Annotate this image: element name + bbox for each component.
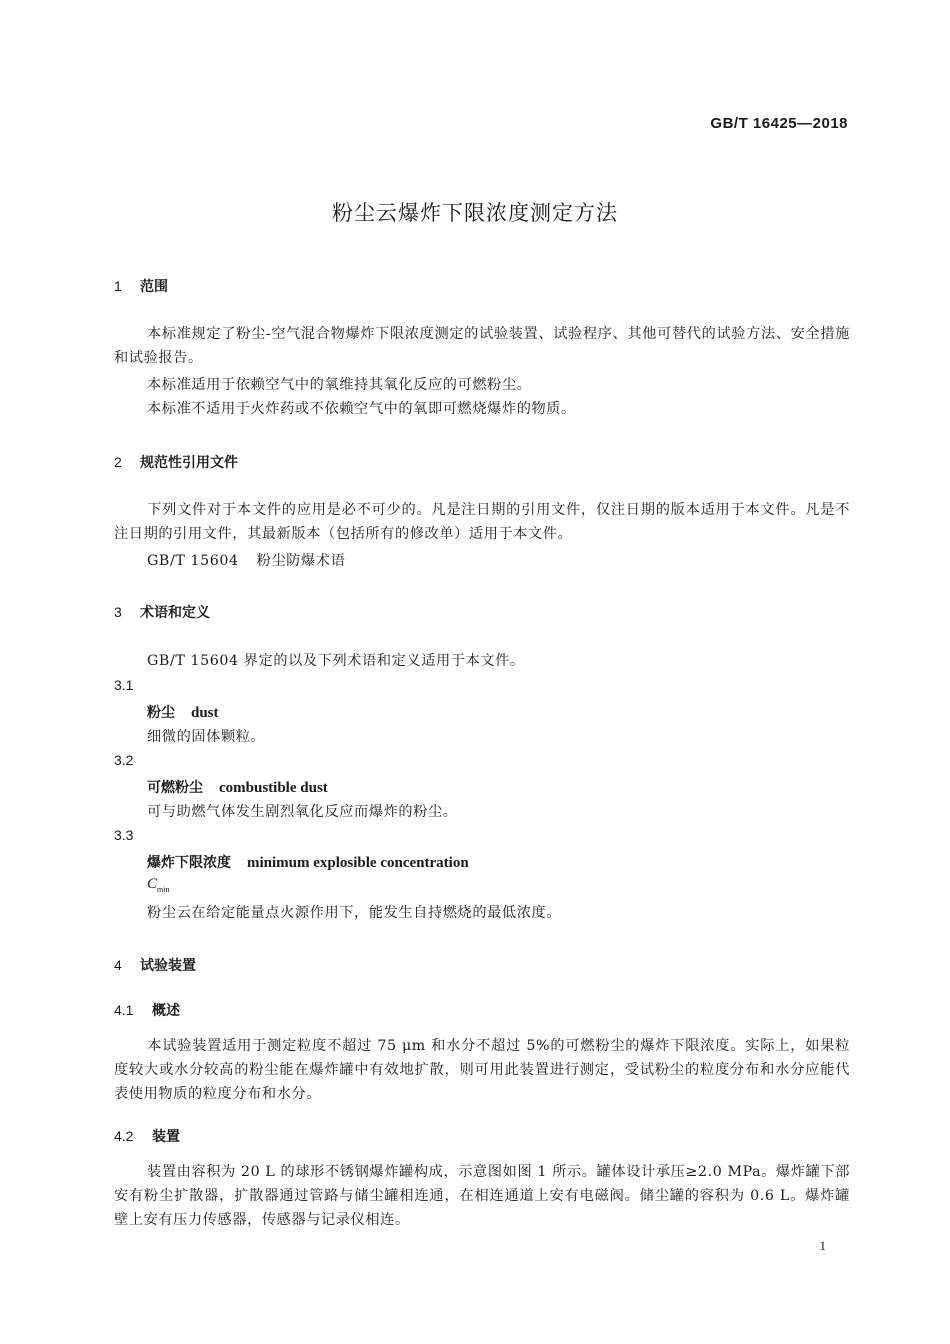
section-title: 规范性引用文件	[140, 455, 238, 471]
paragraph: 下列文件对于本文件的应用是必不可少的。凡是注日期的引用文件，仅注日期的版本适用于本文件。凡是不注日期的引用文件，其最新版本（包括所有的修改单）适用于本文件。	[114, 502, 850, 542]
term-definition: 可与助燃气体发生剧烈氧化反应而爆炸的粉尘。	[147, 804, 458, 820]
term-number: 3.2	[114, 752, 134, 768]
section-number: 4	[114, 957, 122, 973]
term-en: combustible dust	[219, 780, 328, 796]
term-entry	[147, 852, 469, 872]
paragraph: GB/T 15604 界定的以及下列术语和定义适用于本文件。	[147, 653, 525, 669]
term-en: dust	[191, 705, 219, 721]
standard-code: GB/T 16425—2018	[710, 115, 848, 132]
paragraph: 本标准规定了粉尘-空气混合物爆炸下限浓度测定的试验装置、试验程序、其他可替代的试验方法、安全措施和试验报告。	[114, 326, 850, 366]
paragraph: 本试验装置适用于测定粒度不超过 75 μm 和水分不超过 5%的可燃粉尘的爆炸下限浓度。实际上，如果粒度较大或水分较高的粉尘能在爆炸罐中有效地扩散，则可用此装置进行测定，受试粉尘的粒度分布和水分应能代表使用物质的粒度分布和水分。	[114, 1038, 850, 1102]
reference-entry	[147, 550, 345, 570]
term-zh: 爆炸下限浓度	[147, 855, 231, 871]
section-number: 2	[114, 454, 122, 470]
page-number: 1	[819, 1238, 826, 1253]
term-entry	[147, 702, 219, 722]
paragraph: 装置由容积为 20 L 的球形不锈钢爆炸罐构成，示意图如图 1 所示。罐体设计承压≥2.0 MPa。爆炸罐下部安有粉尘扩散器，扩散器通过管路与储尘罐相连通，在相连通道上安有电磁阀。储尘罐的容积为 0.6 L。爆炸罐壁上安有压力传感器，传感器与记录仪相连。	[114, 1164, 850, 1228]
subsection-title: 装置	[152, 1129, 180, 1145]
document-title: 粉尘云爆炸下限浓度测定方法	[332, 201, 618, 225]
term-symbol: $C_{min}$	[147, 876, 170, 894]
section-1-heading	[114, 276, 168, 296]
paragraph: 本标准适用于依赖空气中的氧维持其氧化反应的可燃粉尘。	[147, 377, 532, 393]
term-en: minimum explosible concentration	[247, 855, 469, 871]
term-number: 3.1	[114, 677, 134, 693]
section-title: 试验装置	[140, 958, 196, 974]
term-entry	[147, 777, 328, 797]
term-zh: 粉尘	[147, 705, 175, 721]
section-title: 范围	[140, 279, 168, 295]
section-number: 3	[114, 604, 122, 620]
section-4-heading	[114, 955, 196, 975]
subsection-number: 4.1	[114, 1002, 134, 1018]
term-zh: 可燃粉尘	[147, 780, 203, 796]
term-definition: 细微的固体颗粒。	[147, 729, 266, 745]
section-number: 1	[114, 278, 122, 294]
section-3-heading	[114, 602, 210, 622]
subsection-number: 4.2	[114, 1128, 134, 1144]
subsection-title: 概述	[152, 1003, 180, 1019]
reference-title: 粉尘防爆术语	[256, 553, 346, 569]
term-definition: 粉尘云在给定能量点火源作用下，能发生自持燃烧的最低浓度。	[147, 905, 562, 921]
term-number: 3.3	[114, 827, 134, 843]
paragraph: 本标准不适用于火炸药或不依赖空气中的氧即可燃烧爆炸的物质。	[147, 401, 576, 417]
subsection-4-2-heading	[114, 1126, 180, 1146]
subsection-4-1-heading	[114, 1000, 180, 1020]
section-2-heading	[114, 452, 238, 472]
reference-code: GB/T 15604	[147, 553, 239, 569]
section-title: 术语和定义	[140, 605, 210, 621]
